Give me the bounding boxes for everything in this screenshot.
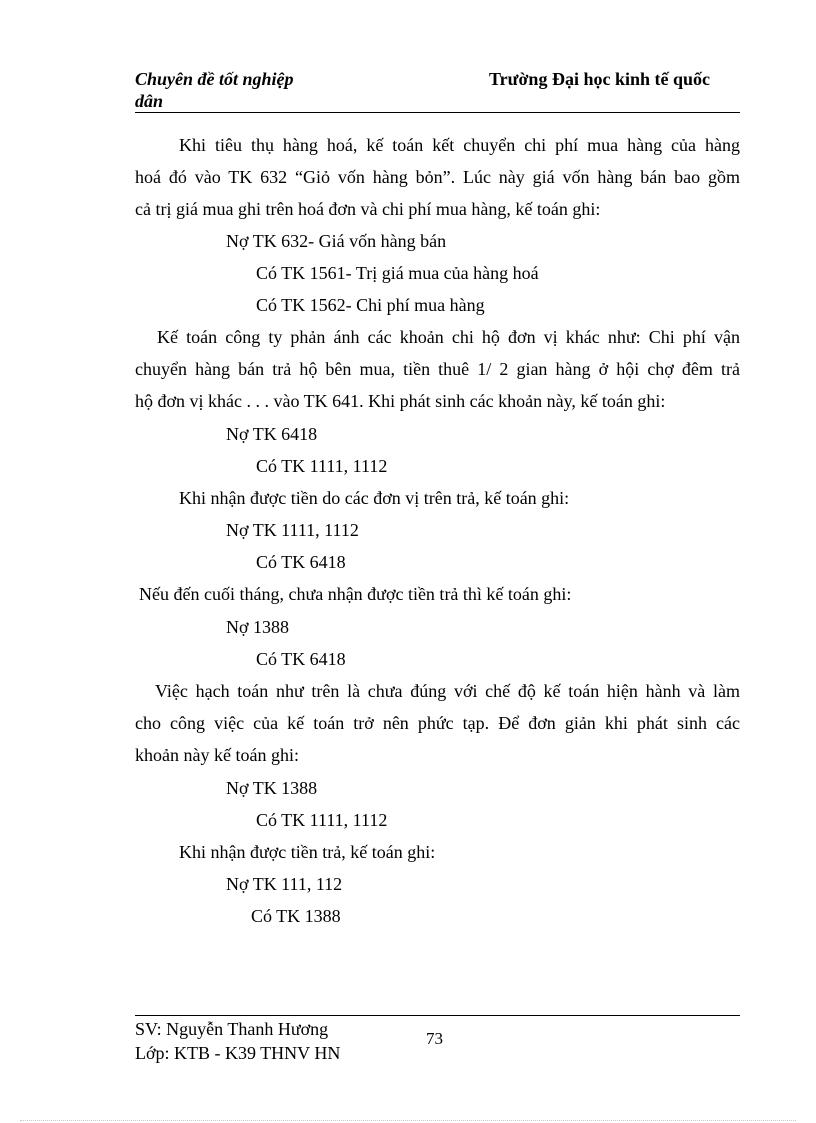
entry-4-debit: Nợ 1388 <box>226 617 290 637</box>
entry-2-debit: Nợ TK 6418 <box>226 424 318 444</box>
paragraph-2-line-3: hộ đơn vị khác . . . vào TK 641. Khi phát sinh các khoản này, kế toán ghi: <box>135 391 666 411</box>
paragraph-2-line-1: Kế toán công ty phản ánh các khoản chi hộ đơn vị khác như: Chi phí vận <box>157 327 740 347</box>
header-university-continuation: dân <box>135 91 164 111</box>
paragraph-1-line-3: cả trị giá mua ghi trên hoá đơn và chi phí mua hàng, kế toán ghi: <box>135 199 601 219</box>
paragraph-5-line-1: Việc hạch toán như trên là chưa đúng với chế độ kế toán hiện hành và làm <box>155 681 740 701</box>
paragraph-5-line-3: khoản này kế toán ghi: <box>135 745 299 765</box>
entry-6-debit: Nợ TK 111, 112 <box>226 874 343 894</box>
entry-5-debit: Nợ TK 1388 <box>226 778 318 798</box>
paragraph-2-line-2: chuyển hàng bán trả hộ bên mua, tiền thuê 1/ 2 gian hàng ở hội chợ đêm trả <box>135 359 740 379</box>
paragraph-3: Khi nhận được tiền do các đơn vị trên trả, kế toán ghi: <box>179 488 570 508</box>
entry-6-credit: Có TK 1388 <box>251 906 341 926</box>
header-university: Trường Đại học kinh tế quốc <box>489 69 710 89</box>
entry-1-credit-2: Có TK 1562- Chi phí mua hàng <box>256 295 485 315</box>
paragraph-6: Khi nhận được tiền trả, kế toán ghi: <box>179 842 436 862</box>
footer-rule <box>135 1015 740 1016</box>
footer-student-name: SV: Nguyễn Thanh Hương <box>135 1019 329 1039</box>
paragraph-5-line-2: cho công việc của kế toán trở nên phức tạp. Để đơn giản khi phát sinh các <box>135 713 740 733</box>
page-edge-dotted-line <box>20 1120 796 1121</box>
paragraph-1-line-2: hoá đó vào TK 632 “Giỏ vốn hàng bỏn”. Lúc này giá vốn hàng bán bao gồm <box>135 167 740 187</box>
paragraph-1-line-1: Khi tiêu thụ hàng hoá, kế toán kết chuyển chi phí mua hàng của hàng <box>179 135 740 155</box>
header-rule <box>135 112 740 113</box>
entry-1-credit-1: Có TK 1561- Trị giá mua của hàng hoá <box>256 263 539 283</box>
entry-4-credit: Có TK 6418 <box>256 649 346 669</box>
entry-2-credit: Có TK 1111, 1112 <box>256 456 388 476</box>
footer-class: Lớp: KTB - K39 THNV HN <box>135 1043 341 1063</box>
entry-3-debit: Nợ TK 1111, 1112 <box>226 520 359 540</box>
entry-5-credit: Có TK 1111, 1112 <box>256 810 388 830</box>
paragraph-4: Nếu đến cuối tháng, chưa nhận được tiền trả thì kế toán ghi: <box>139 584 572 604</box>
entry-1-debit: Nợ TK 632- Giá vốn hàng bán <box>226 231 447 251</box>
entry-3-credit: Có TK 6418 <box>256 552 346 572</box>
page-number: 73 <box>426 1029 443 1048</box>
header-topic: Chuyên đề tốt nghiệp <box>135 69 294 89</box>
